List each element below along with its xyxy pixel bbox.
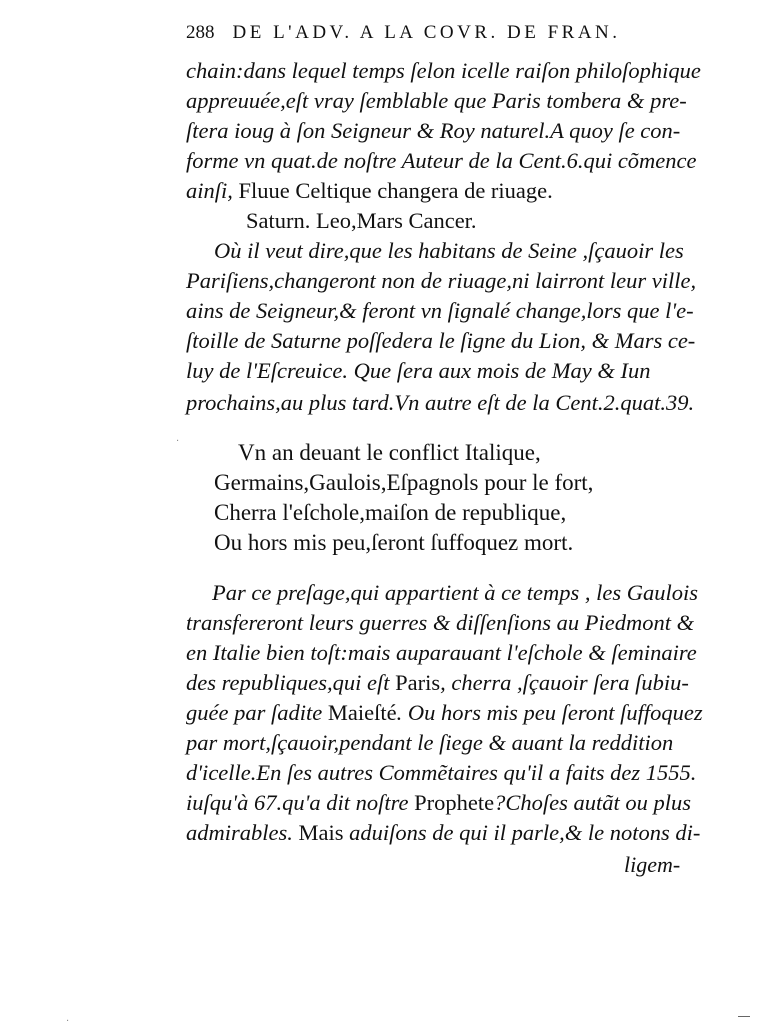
text-line: [186, 670, 689, 696]
roman-word: Paris: [395, 670, 441, 695]
scan-speck: ·: [176, 436, 180, 447]
quote-line: [186, 178, 553, 204]
text-line: forme vn quat.de noſtre Auteur de la Cent.6.qui cõmence: [186, 148, 697, 173]
verse-line: Cherra l'eſchole,maiſon de republique,: [214, 500, 567, 525]
text-line: par mort,ſçauoir,pendant le ſiege & auant la reddition: [186, 730, 674, 755]
text-run: . Ou hors mis peu ſeront ſuffoquez: [396, 700, 703, 725]
roman-word: Mais: [298, 820, 344, 845]
text-line: ſtoille de Saturne poſſedera le ſigne du Lion, & Mars ce-: [186, 328, 696, 353]
text-run: iuſqu'à 67.qu'a dit noſtre: [186, 790, 415, 815]
text-line: ains de Seigneur,& feront vn ſignalé change,lors que l'e-: [186, 298, 694, 323]
text-run: des republiques,qui eſt: [186, 670, 396, 695]
quoted-verse-line-2: Saturn. Leo,Mars Cancer.: [246, 208, 477, 233]
quote-lead: ainſi,: [186, 178, 233, 203]
scan-speck: ·: [66, 1016, 70, 1027]
text-line: prochains,au plus tard.Vn autre eſt de la Cent.2.quat.39.: [186, 390, 695, 415]
text-run: , cherra ,ſçauoir ſera ſubiu-: [440, 670, 689, 695]
roman-word: Maieſté: [327, 700, 397, 725]
text-line: transfereront leurs guerres & diſſenſions au Piedmont &: [186, 610, 695, 635]
text-line: luy de l'Eſcreuice. Que ſera aux mois de May & Iun: [186, 358, 651, 383]
text-line: d'icelle.En ſes autres Commẽtaires qu'il a faits dez 1555.: [186, 760, 697, 785]
text-run: guée par ſadite: [186, 700, 328, 725]
verse-line: Germains,Gaulois,Eſpagnols pour le fort,: [214, 470, 594, 495]
text-line: ſtera ioug à ſon Seigneur & Roy naturel.A quoy ſe con-: [186, 118, 681, 143]
text-run: ?Choſes autãt ou plus: [494, 790, 692, 815]
quoted-verse: Fluue Celtique changera de riuage.: [238, 178, 553, 203]
roman-word: Prophete: [414, 790, 495, 815]
verse-line: Ou hors mis peu,ſeront ſuffoquez mort.: [214, 530, 574, 555]
text-line: Où il veut dire,que les habitans de Seine ,ſçauoir les: [214, 238, 684, 263]
text-line: chain:dans lequel temps ſelon icelle raiſon philoſophique: [186, 58, 701, 83]
text-line: Pariſiens,changeront non de riuage,ni lairront leur ville,: [186, 268, 697, 293]
text-line: [186, 790, 691, 816]
text-run: admirables.: [186, 820, 299, 845]
catchword: ligem-: [624, 852, 681, 877]
text-line: appreuuée,eſt vray ſemblable que Paris tombera & pre-: [186, 88, 687, 113]
verse-line: Vn an deuant le conflict Italique,: [238, 440, 541, 465]
text-line: en Italie bien toſt:mais auparauant l'eſchole & ſeminaire: [186, 640, 697, 665]
text-line: Par ce preſage,qui appartient à ce temps , les Gaulois: [212, 580, 698, 605]
scan-mark: [738, 1016, 750, 1017]
text-run: aduiſons de qui il parle,& le notons di-: [343, 820, 701, 845]
text-line: [186, 820, 700, 846]
page-number: 288: [186, 22, 215, 43]
running-title: DE L'ADV. A LA COVR. DE FRAN.: [232, 22, 621, 43]
running-header: [186, 22, 716, 44]
text-line: [186, 700, 703, 726]
